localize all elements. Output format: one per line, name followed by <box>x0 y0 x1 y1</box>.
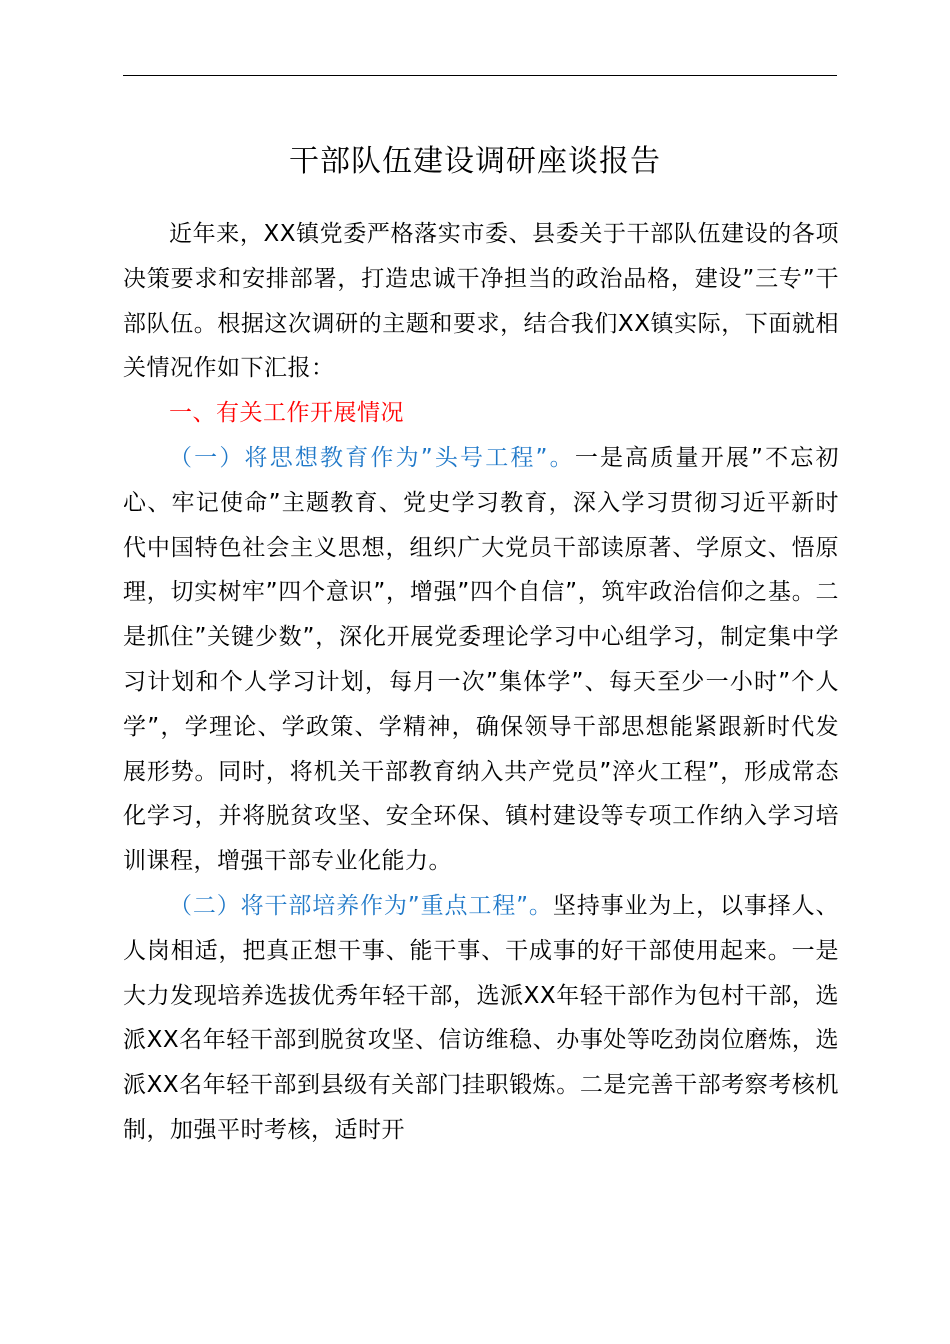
subsection-heading-1: （一）将思想教育作为”头号工程”。 <box>169 444 575 471</box>
paragraph-part1 <box>123 436 839 884</box>
header-rule <box>123 75 837 76</box>
document-title: 干部队伍建设调研座谈报告 <box>289 144 661 179</box>
subsection-heading-2: （二）将干部培养作为”重点工程”。 <box>169 892 553 919</box>
paragraph-part2 <box>123 884 839 1153</box>
section-heading: 一、有关工作开展情况 <box>169 400 404 427</box>
paragraph-text-2: 坚持事业为上，以事择人、人岗相适，把真正想干事、能干事、干成事的好干部使用起来。一是大力发现培养选拔优秀年轻干部，选派XX年轻干部作为包村干部，选派XX名年轻干部到脱贫攻坚、信访维稳、办事处等吃劲岗位磨炼，选派XX名年轻干部到县级有关部门挂职锻炼。二是完善干部考察考核机制，加强平时考核，适时开 <box>123 892 839 1143</box>
intro-paragraph: 近年来，XX镇党委严格落实市委、县委关于干部队伍建设的各项决策要求和安排部署，打造忠诚干净担当的政治品格，建设”三专”干部队伍。根据这次调研的主题和要求，结合我们XX镇实际，下面就相关情况作如下汇报： <box>123 221 839 382</box>
paragraph-text-1: 一是高质量开展”不忘初心、牢记使命”主题教育、党史学习教育，深入学习贯彻习近平新时代中国特色社会主义思想，组织广大党员干部读原著、学原文、悟原理，切实树牢”四个意识”，增强”四个自信”，筑牢政治信仰之基。二是抓住”关键少数”，深化开展党委理论学习中心组学习，制定集中学习计划和个人学习计划，每月一次”集体学”、每天至少一小时”个人学”，学理论、学政策、学精神，确保领导干部思想能紧跟新时代发展形势。同时，将机关干部教育纳入共产党员”淬火工程”，形成常态化学习，并将脱贫攻坚、安全环保、镇村建设等专项工作纳入学习培训课程，增强干部专业化能力。 <box>123 444 839 875</box>
document-body <box>123 212 839 1153</box>
